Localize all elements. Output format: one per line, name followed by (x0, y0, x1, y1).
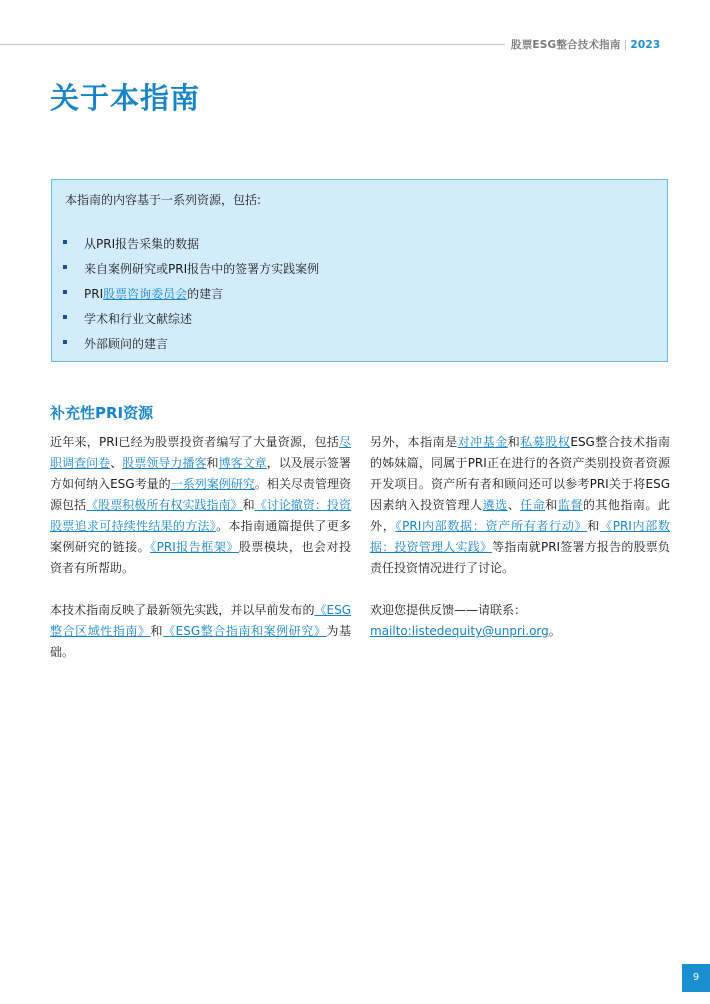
regional-esg-guide-link[interactable]: 《ESG整合区域性指南》 (50, 603, 351, 638)
bullet-square-icon (63, 265, 67, 269)
bullet-square-icon (63, 340, 67, 344)
hedge-funds-link[interactable]: 对冲基金 (457, 435, 508, 449)
page-title: 关于本指南 (50, 81, 201, 115)
bullet-square-icon (63, 315, 67, 319)
text-run: 为基础。 (50, 624, 351, 659)
text-run: 和 (587, 519, 600, 533)
appointment-link[interactable]: 任命 (520, 498, 546, 512)
text-run: 和 (206, 456, 219, 470)
header-year: 2023 (630, 39, 661, 51)
contact-email-link[interactable]: mailto:listedequity@unpri.org (370, 624, 549, 638)
text-run: ，以及展示签署方如何纳入ESG考量的 (50, 456, 351, 491)
case-studies-link[interactable]: 一系列案例研究 (170, 477, 255, 491)
text-run: 。本指南通篇提供了更多案例研究的链接。 (50, 519, 351, 554)
list-item (62, 235, 319, 260)
paragraph (370, 600, 670, 642)
equity-leadership-podcast-link[interactable]: 股票领导力播客 (122, 456, 207, 470)
text-run: ESG整合技术指南的姊妹篇，同属于PRI正在进行的各资产类别投资者资源开发项目。资产所有者和顾问还可以参考PRI关于将ESG因素纳入投资管理人 (370, 435, 670, 512)
reporting-framework-link[interactable]: 《PRI报告框架》 (150, 540, 239, 554)
asset-owner-data-link[interactable]: 《PRI内部数据：资产所有者行动》 (395, 519, 588, 533)
text-run: 另外，本指南是 (370, 435, 458, 449)
resources-list (62, 235, 319, 360)
text-run: 等指南就PRI签署方报告的股票负责任投资情况进行了讨论。 (370, 540, 670, 575)
text-run: 的其他指南。此外， (370, 498, 670, 533)
header-rule (0, 44, 505, 45)
section-heading: 补充性PRI资源 (50, 404, 154, 422)
resources-box (51, 179, 668, 362)
list-item (62, 260, 319, 285)
text-run: 和 (545, 498, 558, 512)
paragraph (370, 432, 670, 579)
list-item (62, 310, 319, 335)
bullet-square-icon (63, 240, 67, 244)
text-run: 和 (150, 624, 164, 638)
text-run: 近年来，PRI已经为股票投资者编写了大量资源，包括 (50, 435, 339, 449)
bullet-square-icon (63, 290, 67, 294)
text-run: 和 (507, 435, 521, 449)
page-number: 9 (682, 964, 710, 992)
box-intro: 本指南的内容基于一系列资源，包括: (65, 193, 262, 207)
list-item-text: 学术和行业文献综述 (84, 312, 193, 326)
text-run: 。 (548, 624, 561, 638)
text-run: 。相关尽责管理资源包括 (50, 477, 351, 512)
equity-advisory-committee-link[interactable]: 股票咨询委员会 (103, 287, 188, 301)
paragraph (50, 600, 351, 663)
paragraph (50, 432, 351, 579)
due-diligence-questionnaire-link[interactable]: 尽职调查问卷 (50, 435, 351, 470)
header-doc-title: 股票ESG整合技术指南 (511, 39, 621, 51)
list-item-text: 从PRI报告采集的数据 (84, 237, 200, 251)
selection-link[interactable]: 遴选 (482, 498, 508, 512)
list-item (62, 335, 319, 360)
esg-integration-guide-link[interactable]: 《ESG整合指南和案例研究》 (163, 624, 327, 638)
header-separator: | (623, 39, 628, 51)
text-run: 股票模块，也会对投资者有所帮助。 (50, 540, 351, 575)
text-run: 欢迎您提供反馈——请联系： (370, 603, 527, 617)
running-header (511, 37, 660, 52)
divestment-discussion-link[interactable]: 《讨论撤资：投资股票追求可持续性结果的方法》 (50, 498, 351, 533)
blog-posts-link[interactable]: 博客文章 (218, 456, 267, 470)
text-run: 和 (242, 498, 255, 512)
list-item-text: 的建言 (187, 287, 224, 301)
monitoring-link[interactable]: 监督 (557, 498, 583, 512)
list-item-text: 来自案例研究或PRI报告中的签署方实践案例 (84, 262, 320, 276)
text-run: 本技术指南反映了最新领先实践，并以早前发布的 (50, 603, 315, 617)
list-item-text: PRI (84, 287, 104, 301)
list-item-text: 外部顾问的建言 (84, 337, 169, 351)
active-ownership-guide-link[interactable]: 《股票积极所有权实践指南》 (86, 498, 243, 512)
right-column (370, 432, 670, 642)
left-column (50, 432, 351, 663)
list-item (62, 285, 319, 310)
investment-manager-data-link[interactable]: 《PRI内部数据：投资管理人实践》 (370, 519, 670, 554)
text-run: 、 (110, 456, 123, 470)
private-equity-link[interactable]: 私募股权 (520, 435, 571, 449)
text-run: 、 (507, 498, 521, 512)
